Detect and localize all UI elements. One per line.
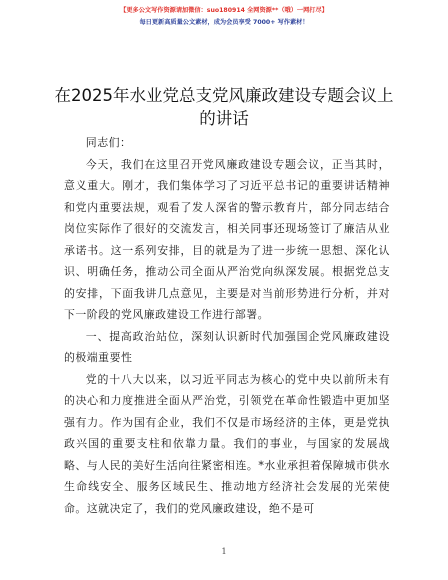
document-title: 在2025年水业党总支党风廉政建设专题会议上的讲话 [54, 86, 394, 128]
document-body [64, 132, 390, 519]
section-heading-1: 一、提高政治站位，深刻认识新时代加强国企党风廉政建设的极端重要性 [64, 329, 390, 364]
paragraph-section-1: 党的十八大以来，以习近平同志为核心的党中央以前所未有的决心和力度推进全面从严治党，引领党在革命性锻造中更加坚强有力。作为国有企业，我们不仅是市场经济的主体，更是党执政兴国的重要支柱和依靠力量。我们的事业，与国家的发展战略、与人民的美好生活向往紧密相连。*水业承担着保障城市供水生命线安全、服务区域民生、推动地方经济社会发展的光荣使命。这就决定了，我们的党风廉政建设，绝不是可 [64, 372, 390, 515]
promo-banner-line-2: 每日更新高质量公文素材，成为会员享受 7000+ 写作素材！ [139, 19, 309, 26]
promo-banner [0, 5, 448, 29]
paragraph-intro: 今天，我们在这里召开党风廉政建设专题会议，正当其时，意义重大。刚才，我们集体学习了习近平总书记的重要讲话精神和党内重要法规，观看了发人深省的警示教育片，部分同志结合岗位实际作了很好的交流发言，相关同事还现场签订了廉洁从业承诺书。这一系列安排，目的就是为了进一步统一思想、深化认识、明确任务，推动公司全面从严治党向纵深发展。根据党总支的安排，下面我讲几点意见，主要是对当前形势进行分析，并对下一阶段的党风廉政建设工作进行部署。 [64, 157, 390, 321]
page-number: 1 [221, 547, 227, 556]
promo-banner-line-1: 【更多公文写作资源请加微信：suo180914 全网资源**（哦）一网打尽】 [120, 7, 328, 14]
salutation: 同志们： [85, 136, 132, 149]
